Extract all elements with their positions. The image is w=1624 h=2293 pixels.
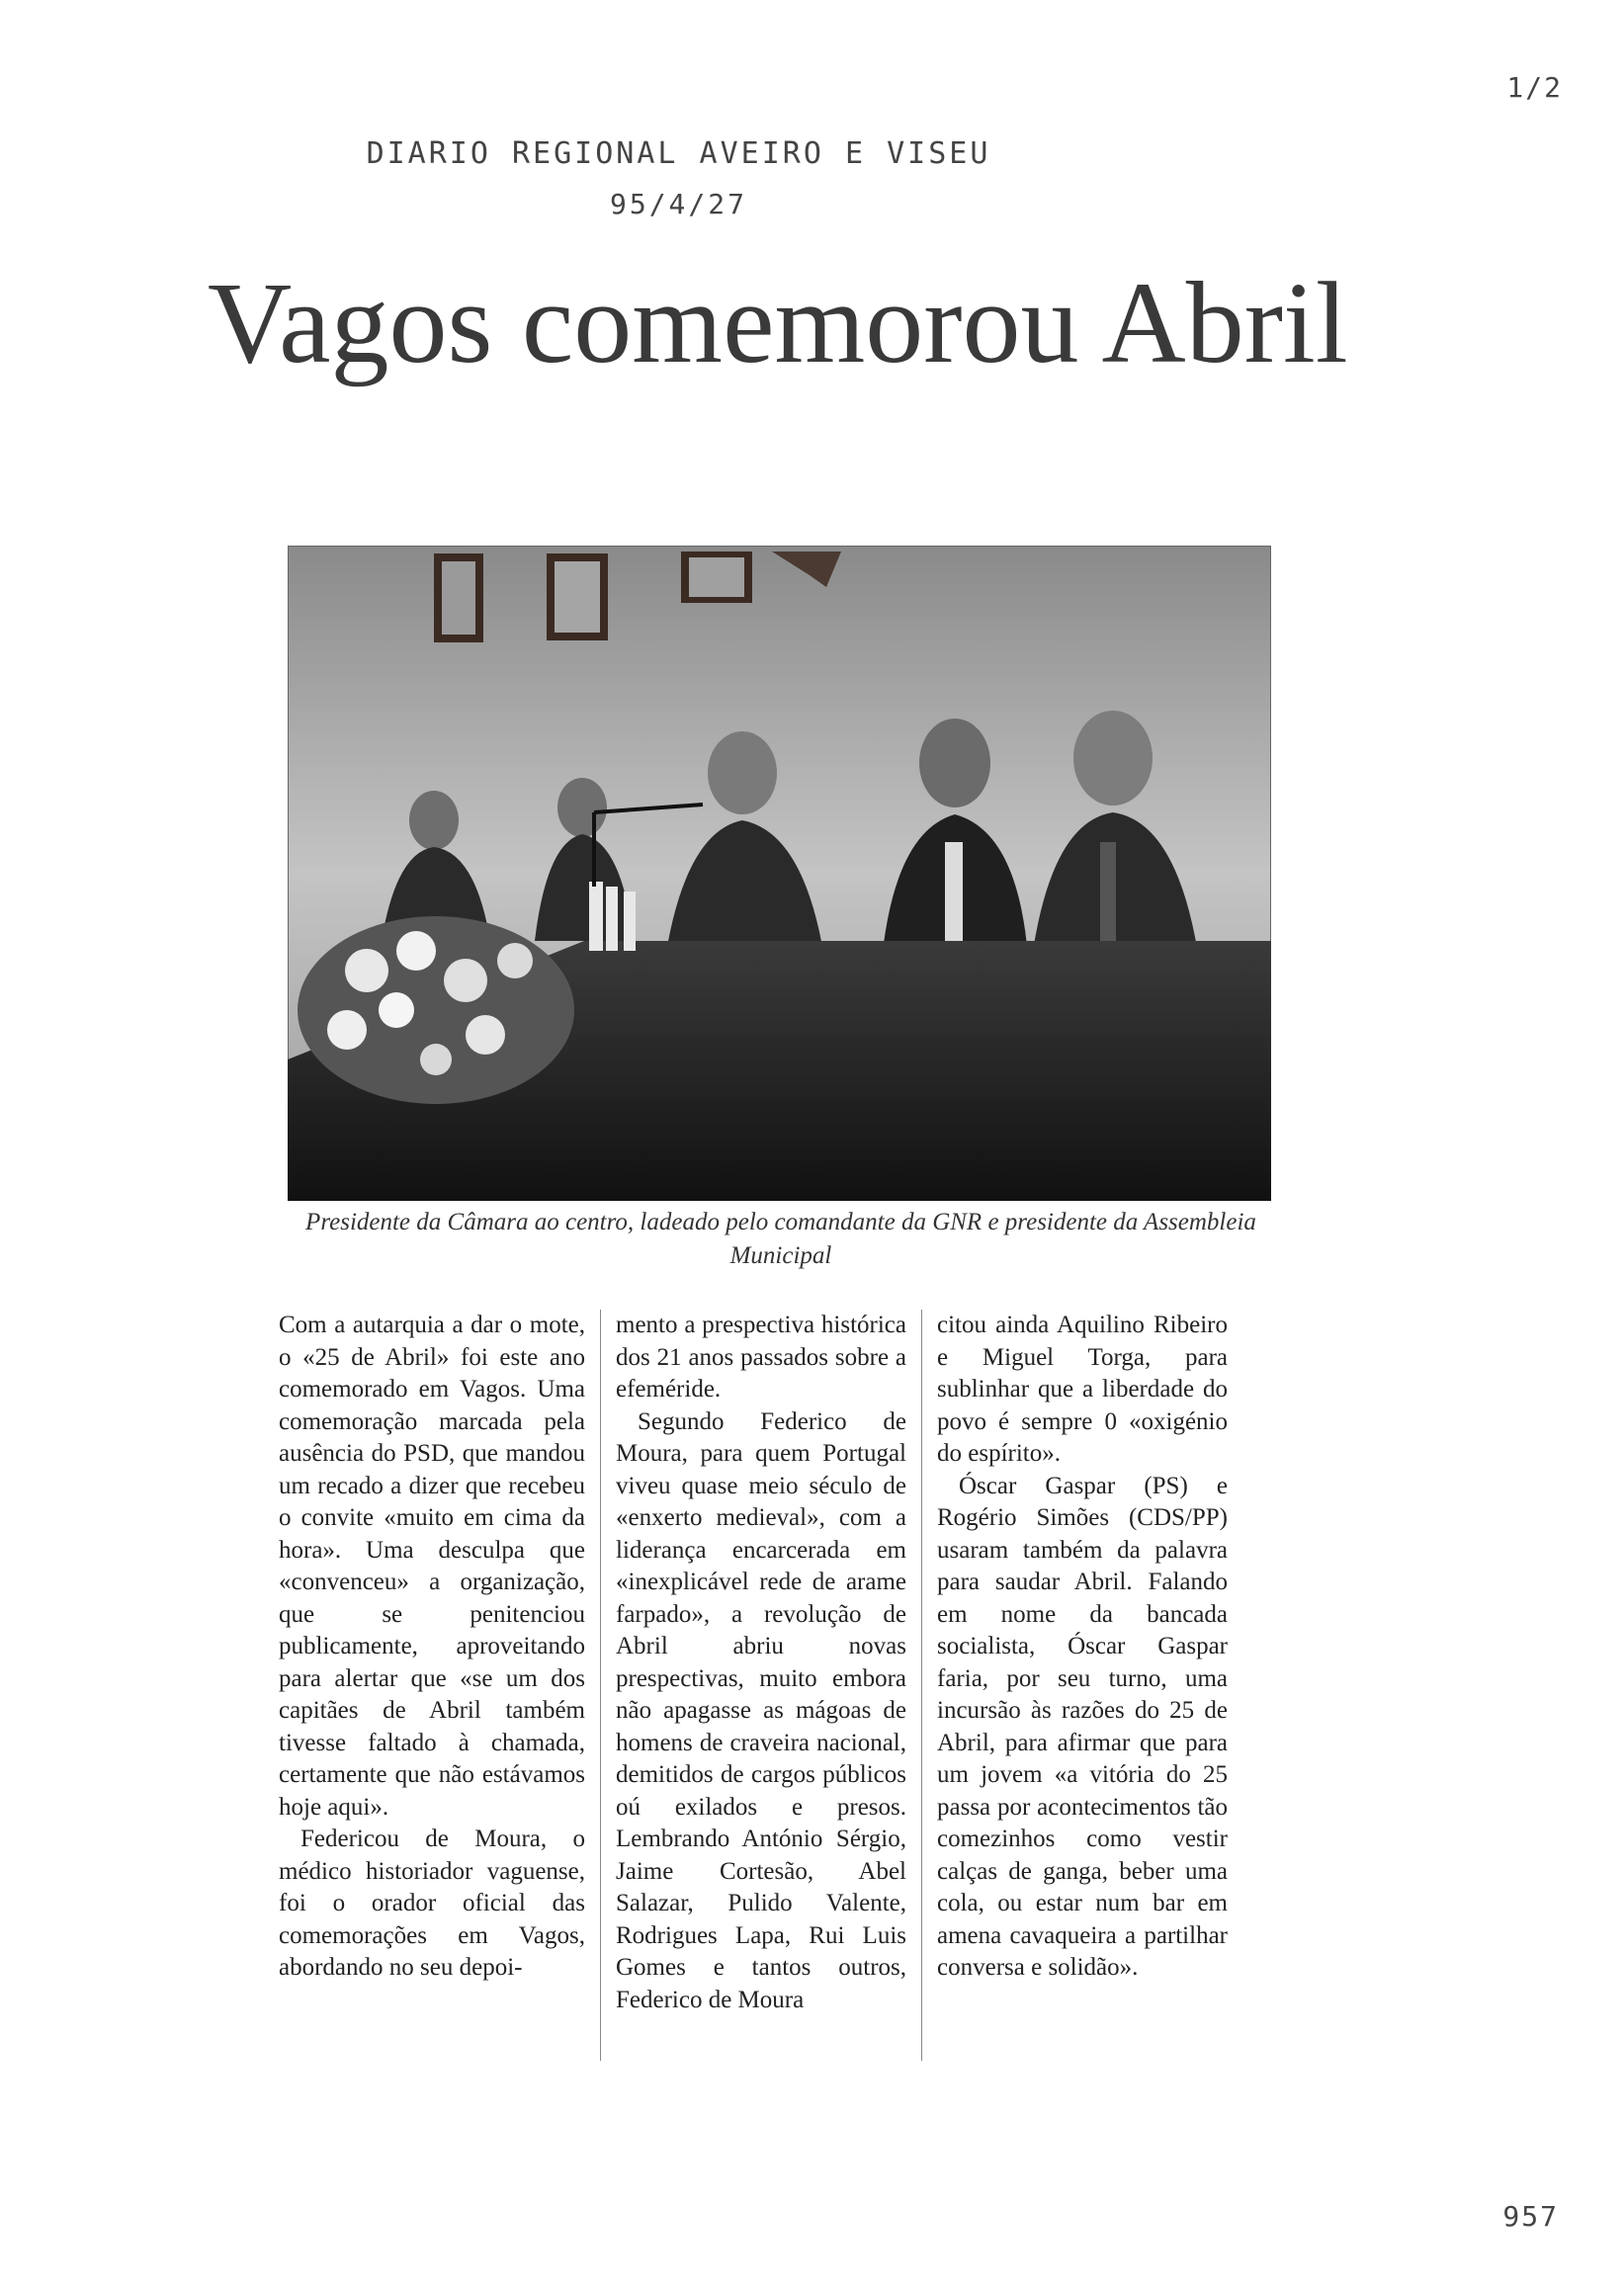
- paragraph: Segundo Federico de Moura, para quem Portugal viveu quase meio século de «enxerto medieval», com a liderança encarcerada em «inexplicável rede de arame farpado», a revolução de Abril abriu novas prespectivas, muito embora não apagasse as mágoas de homens de craveira nacional, demitidos de cargos públicos oú exilados e presos. Lembrando António Sérgio, Jaime Cortesão, Abel Salazar, Pulido Valente, Rodrigues Lapa, Rui Luis Gomes e tantos outros, Federico de Moura: [616, 1407, 906, 2013]
- flower-arrangement: [298, 916, 574, 1104]
- page-number: 1/2: [1506, 71, 1563, 104]
- article-body: [279, 1310, 1282, 2061]
- article-column-2: [600, 1310, 921, 2061]
- folio-number: 957: [1502, 2200, 1559, 2233]
- paragraph: citou ainda Aquilino Ribeiro e Miguel Torga, para sublinhar que a liberdade do povo é sempre 0 «oxigénio do espírito».: [937, 1312, 1228, 1467]
- paragraph: Com a autarquia a dar o mote, o «25 de Abril» foi este ano comemorado em Vagos. Uma comemoração marcada pela ausência do PSD, que mandou um recado a dizer que recebeu o convite «muito em cima da hora». Uma desculpa que «convenceu» a organização, que se penitenciou publicamente, aproveitando para alertar que «se um dos capitães de Abril também tivesse faltado à chamada, certamente que não estávamos hoje aqui».: [279, 1312, 585, 1821]
- publication-date: 95/4/27: [609, 188, 747, 220]
- photo-caption: Presidente da Câmara ao centro, ladeado pelo comandante da GNR e presidente da Assembleia Municipal: [305, 1209, 1256, 1269]
- group-photo-panel-table: [288, 546, 1271, 1201]
- paragraph: mento a prespectiva histórica dos 21 anos passados sobre a efeméride.: [616, 1312, 906, 1402]
- newspaper-source: DIARIO REGIONAL AVEIRO E VISEU: [366, 136, 991, 171]
- water-bottles: [589, 882, 636, 951]
- article-column-3: [921, 1310, 1242, 2061]
- article-headline: Vagos comemorou Abril: [208, 258, 1348, 387]
- article-column-1: [279, 1310, 600, 2061]
- paragraph: Óscar Gaspar (PS) e Rogério Simões (CDS/PP) usaram também da palavra para saudar Abril. Falando em nome da bancada socialista, Óscar Gaspar faria, por seu turno, uma incursão às razões do 25 de Abril, para afirmar que para um jovem «a vitória do 25 passa por acontecimentos tão comezinhos como vestir calças de ganga, beber uma cola, ou estar num bar em amena cavaqueira a partilhar conversa e solidão».: [937, 1472, 1228, 1981]
- paragraph: Federicou de Moura, o médico historiador vaguense, foi o orador oficial das comemorações em Vagos, abordando no seu depoi-: [279, 1826, 585, 1981]
